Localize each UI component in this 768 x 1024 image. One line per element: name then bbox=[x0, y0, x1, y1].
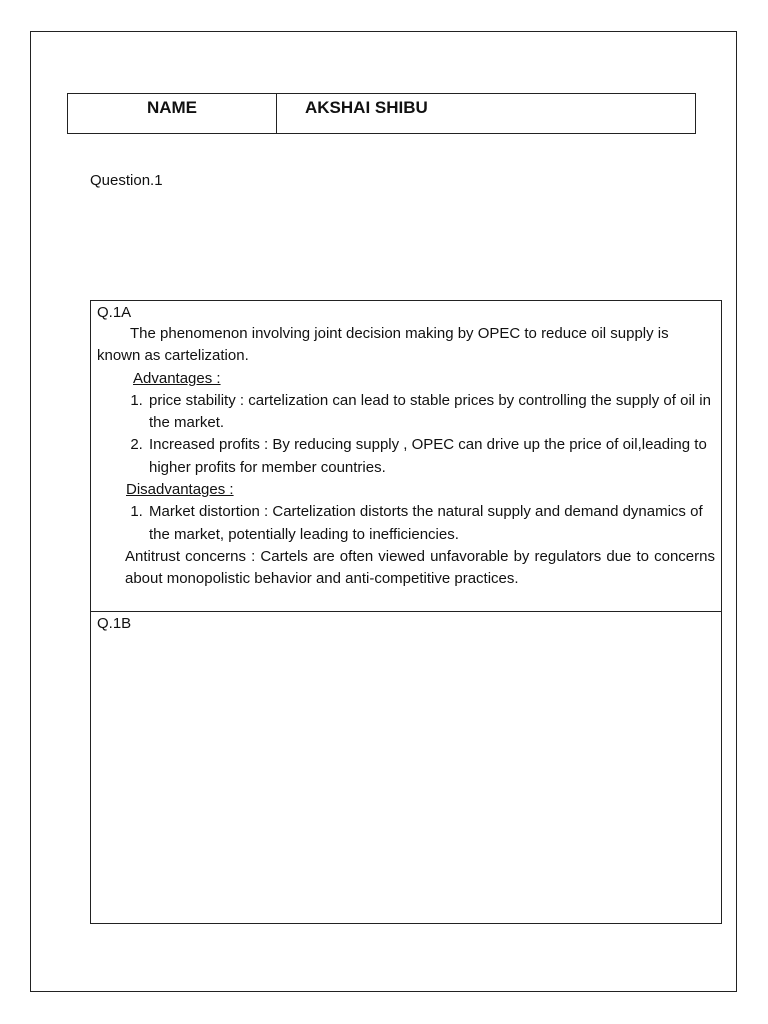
antitrust-paragraph: Antitrust concerns : Cartels are often viewed unfavorable by regulators due to concerns about monopolistic behavior and anti-competitive practices. bbox=[125, 547, 715, 588]
name-label: NAME bbox=[68, 94, 277, 133]
answer-box-q1a bbox=[90, 300, 722, 612]
answer-label-q1a: Q.1A bbox=[97, 304, 132, 321]
advantages-list bbox=[97, 390, 715, 479]
name-table bbox=[67, 93, 696, 134]
answer-body-q1a bbox=[97, 323, 715, 591]
advantages-heading: Advantages : bbox=[133, 369, 221, 387]
student-name: AKSHAI SHIBU bbox=[305, 98, 428, 117]
disadvantages-list bbox=[97, 501, 715, 546]
answer-label-q1b: Q.1B bbox=[97, 615, 132, 632]
answer-box-q1b bbox=[90, 611, 722, 924]
list-item: 2. Increased profits : By reducing supply , OPEC can drive up the price of oil,leading to higher profits for member countries. bbox=[147, 434, 715, 479]
list-item: 1. Market distortion : Cartelization distorts the natural supply and demand dynamics of the market, potentially leading to inefficiencies. bbox=[147, 501, 715, 546]
disadvantages-heading: Disadvantages : bbox=[126, 481, 234, 499]
intro-paragraph: The phenomenon involving joint decision making by OPEC to reduce oil supply is known as cartelization. bbox=[97, 325, 669, 365]
list-item: 1. price stability : cartelization can lead to stable prices by controlling the supply of oil in the market. bbox=[147, 390, 715, 435]
question-heading: Question.1 bbox=[90, 172, 163, 189]
